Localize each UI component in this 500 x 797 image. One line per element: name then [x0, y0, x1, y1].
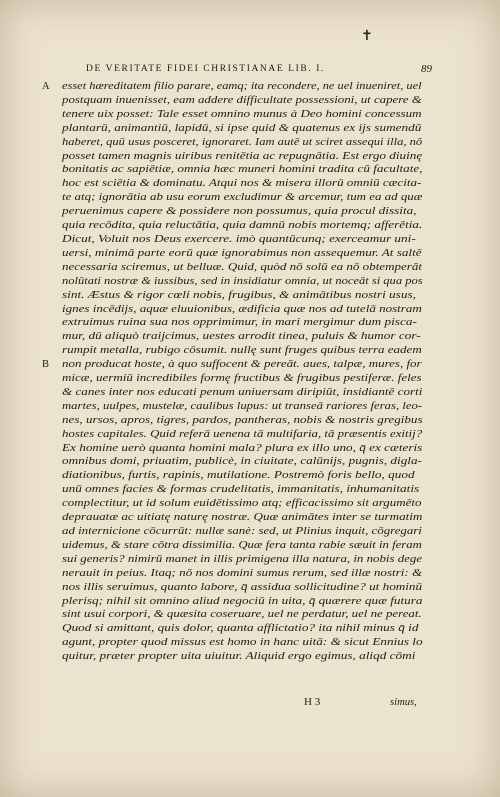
- line-text: nes, ursos, apros, tigres, pardos, pantheras, nobis & nostris gregibus: [62, 414, 423, 426]
- text-line: [62, 525, 422, 539]
- text-line: [62, 539, 422, 553]
- line-text: sint usui corpori, & quæsita coseruare, uel ne perdatur, uel ne pereat.: [62, 609, 422, 621]
- line-text: plantarū, animantiū, lapidū, si ipse quid & quatenus ex ijs sumendū: [62, 122, 422, 134]
- text-line: [62, 650, 422, 664]
- text-line: [62, 150, 422, 164]
- text-line: [62, 622, 422, 636]
- line-text: quitur, præter propter uita uiuitur. Aliquid ergo egimus, aliqd cōmi: [62, 651, 416, 663]
- catchword: simus,: [390, 697, 417, 708]
- text-line: [62, 483, 422, 497]
- line-text: hoc est sciētia & dominatu. Atqui nos & misera illorū omniū cæcita-: [62, 178, 422, 190]
- cross-mark-icon: ✝: [361, 29, 373, 44]
- text-line: [62, 442, 422, 456]
- text-line: [62, 386, 422, 400]
- line-text: Dicut, Voluit nos Deus exercere. imò quantūcunq; exerceamur uni-: [62, 233, 416, 245]
- text-line: [62, 469, 422, 483]
- text-line: [62, 136, 422, 150]
- line-text: uidemus, & stare cōtra dissimilia. Quæ fera tanta rabie sæuit in feram: [62, 539, 422, 551]
- line-text: uersi, minimā parte eorū quæ ignorabimus non assequemur. At saltē: [62, 247, 422, 259]
- text-line: [62, 428, 422, 442]
- text-block: [42, 80, 423, 664]
- text-line: [62, 219, 422, 233]
- line-text: quia recōdita, quia reluctātia, quia damnū nobis mortemq; afferētia.: [62, 220, 423, 232]
- text-line: [62, 497, 422, 511]
- line-text: sint. Æstus & rigor cœli nobis, frugibus, & animātibus nostri usus,: [62, 289, 416, 301]
- text-line: [62, 567, 422, 581]
- line-text: & canes inter nos educati penum uniuersam diripiūt, insidiantē corti: [62, 386, 423, 398]
- text-line: [62, 608, 422, 622]
- text-line: [62, 122, 422, 136]
- line-text: sui generis? nimirū manet in illis primigena illa natura, in nobis dege: [62, 553, 423, 565]
- page-number: 89: [421, 63, 432, 75]
- line-text: te atq; ignorātia ab usu eorum excludimur & arcemur, tum ea ad quæ: [62, 192, 423, 204]
- line-text: postquam inuenisset, eam addere difficultate possessioni, ut capere &: [62, 94, 422, 106]
- text-line: [62, 414, 422, 428]
- text-line: [62, 177, 422, 191]
- line-text: nos illis seruimus, quanto labore, q̄ assidua sollicitudine? ut hominū: [62, 581, 423, 593]
- line-text: nolūtati nostræ & iussibus, sed in insidiatur omnia, ut noceāt si qua pos: [62, 275, 423, 287]
- text-line: [62, 553, 422, 567]
- line-text: tenere uix posset: Tale esset omnino munus à Deo homini concessum: [62, 108, 422, 120]
- text-line: [62, 511, 422, 525]
- text-line: [62, 233, 422, 247]
- line-text: martes, uulpes, mustelæ, caulibus lupus: ut transeā rariores feras, leo-: [62, 400, 423, 412]
- line-text: Quod si amittant, quis dolor, quanta afflictatio? ita nihil minus q̄ id: [62, 623, 419, 635]
- text-line: [62, 330, 422, 344]
- line-text: non producat hoste, à quo suffocent & pereāt. aues, talpæ, mures, for: [62, 359, 422, 371]
- line-text: deprauatæ ac uitiatę naturę nostræ. Quæ animātes inter se turmatim: [62, 512, 423, 524]
- text-line: [62, 163, 422, 177]
- text-line: [62, 316, 422, 330]
- text-line: [62, 636, 422, 650]
- line-text: hostes capitales. Quid referā uenena tā multifaria, tā præsentis exitij?: [62, 428, 423, 440]
- line-text: agunt, propter quod missus est homo in hanc uitā: & sicut Ennius lo: [62, 637, 423, 649]
- text-line: [62, 372, 422, 386]
- text-line: [62, 344, 422, 358]
- line-text: plerisq; nihil sit omnino aliud negociū in uita, q̄ quærere quæ futura: [62, 595, 423, 607]
- signature-mark: H 3: [304, 696, 321, 708]
- text-line: [62, 289, 422, 303]
- text-line: [62, 94, 422, 108]
- text-line: [62, 595, 422, 609]
- running-head: DE VERITATE FIDEI CHRISTIANAE LIB. I.: [86, 64, 326, 74]
- line-text: mur, dū aliquò traijcimus, uestes arrodit tinea, puluis & humor cor-: [62, 331, 421, 343]
- line-text: rumpit metalla, rubigo cōsumit. nullę sunt fruges quibus terra eadem: [62, 345, 422, 357]
- line-text: omnibus domi, priuatim, publicè, in ciuitate, calūnijs, pugnis, digla-: [62, 456, 422, 468]
- text-line: [62, 455, 422, 469]
- line-text: ad internicione cōcurrūt: nullæ sanè: sed, ut Plinius inquit, cōgregari: [62, 526, 422, 537]
- line-text: nerauit in peius. Itaq; nō nos domini sumus rerum, sed illæ nostri: &: [62, 567, 423, 579]
- text-line: [62, 400, 422, 414]
- line-text: haberet, quū usus posceret, ignoraret. Iam autē ut sciret assequi illa, nō: [62, 136, 423, 148]
- text-line: [42, 80, 422, 94]
- text-line: [62, 108, 422, 122]
- text-line: [62, 261, 422, 275]
- line-text: micæ, uermiū incredibiles formę fructibus & frugibus pestiferæ. feles: [62, 373, 422, 385]
- line-text: necessaria sciremus, ut belluæ. Quid, quòd nō solū ea nō obtemperāt: [62, 261, 422, 273]
- line-text: diationibus, furtis, rapinis, mutilatione. Postremò foris bello, quod: [62, 470, 415, 482]
- line-text: posset tamen magnis uiribus renitētia ac repugnātia. Est ergo diuinę: [62, 150, 423, 162]
- margin-marker: A: [42, 81, 50, 92]
- line-text: bonitatis ac sapiētiæ, omnia hæc muneri homini tradita cū facultate,: [62, 164, 423, 176]
- text-line: [62, 275, 422, 289]
- line-text: esset hæreditatem filio parare, eamq; ita recondere, ne uel inueniret, uel: [62, 81, 422, 92]
- line-text: complectitur, ut id solum euidētissimo atq; efficacissimo sit argumēto: [62, 498, 422, 510]
- text-line: [62, 191, 422, 205]
- text-line: [62, 205, 422, 219]
- text-line: [62, 303, 422, 317]
- line-text: extruimus ruina sua nos opprimimur, in mari mergimur dum pisca-: [62, 317, 417, 329]
- text-line: [42, 358, 422, 372]
- text-line: [62, 247, 422, 261]
- line-text: unū omnes facies & formas crudelitatis, immanitatis, inhumanitatis: [62, 484, 420, 496]
- line-text: peruenimus capere & possidere non possumus, quia procul dissita,: [62, 206, 417, 218]
- text-line: [62, 581, 422, 595]
- margin-marker: B: [42, 359, 50, 371]
- line-text: ignes incēdijs, aquæ eluuionibus, ædificia quæ nos ad tutelā nostram: [62, 303, 422, 315]
- line-text: Ex homine uerò quanta homini mala? plura ex illo uno, q̄ ex cæteris: [62, 442, 423, 454]
